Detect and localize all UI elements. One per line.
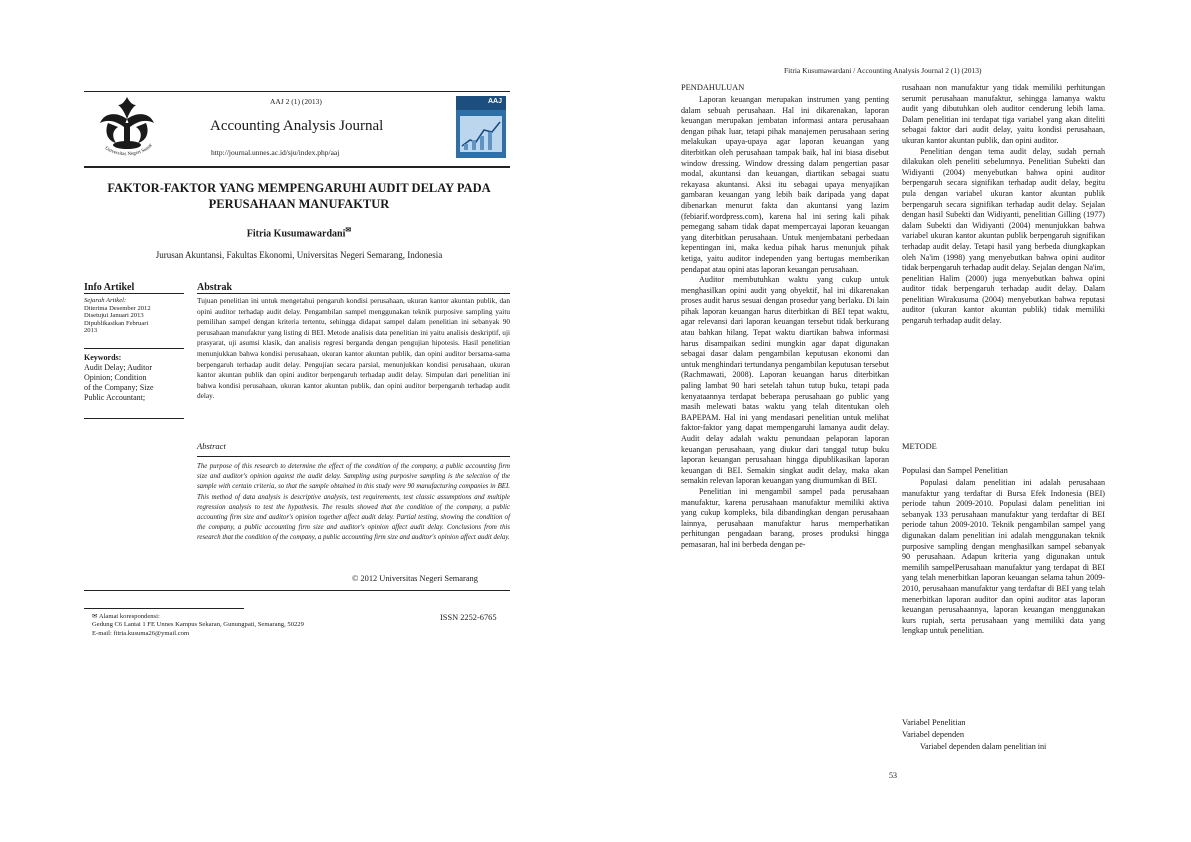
copyright: © 2012 Universitas Negeri Semarang [352,574,478,583]
left-page [0,0,595,842]
article-title [70,180,528,212]
paragraph: Penelitian dengan tema audit delay, sudah pernah dilakukan oleh peneliti sebelumnya. Penelitian Subekti dan Widiyanti (2004) menyebutkan bahwa opini auditor berpengaruh secara signifikan terhadap audit delay, begitu pula dengan variabel ukuran kantor akuntan publik berpengaruh secara signifikan terhadap audit delay. Sejalan dengan hasil Subekti dan Widiyanti, penelitian Gilling (1977) dalam Subekti dan Widiyanti (2004) menunjukkan bahwa variabel ukuran kantor akuntan publik berpengaruh signifikan terhadap audit delay. Tetapi hasil yang berbeda diungkapkan oleh Na'im (1998) yang menyebutkan bahwa opini auditor tidak berpengaruh terhadap audit delay. Sejalan dengan Na'im, penelitian Halim (2000) juga menyebutkan bahwa opini auditor tidak berpengaruh terhadap audit delay. Dalam penelitian Wirakusuma (2004) menyebutkan bahwa reputasi auditor (ukuran kantor akuntan publik) tidak memiliki pengaruh terhadap audit delay. [902,146,1105,326]
header-bottom-rule [84,166,510,168]
keyword-line: Opinion; Condition [84,373,147,382]
abstract-heading: Abstract [197,441,226,451]
abstrak-text: Tujuan penelitian ini untuk mengetahui pengaruh kondisi perusahaan, ukuran kantor akuntan publik, dan opini auditor terhadap audit delay. Pengambilan sampel menggunakan teknik purposive sampling yaitu pemilihan sampel dengan kriteria tertentu, sehingga didapat sampel dalam penelitian ini sebanyak 90 perusahaan manufaktur yang listing di BEI. Metode analisis data penelitian ini yaitu analisis deskriptif, uji prasyarat, uji asumsi klasik, dan analisis regresi berganda dengan pengujian hipotesis. Hasil penelitian menunjukkan bahwa kondisi perusahaan, ukuran kantor akuntan publik, dan opini auditor bersama-sama berpengaruh terhadap audit delay. Pengujian secara parsial, menunjukkan kondisi perusahaan, ukuran kantor akuntan publik dan opini auditor berpengaruh terhadap audit delay. Simpulan dari penelitian ini bahwa kondisi perusahaan, ukuran kantor akuntan publik, dan opini auditor berpengaruh terhadap audit delay. [197,296,510,401]
keyword-line: Public Accountant; [84,393,146,402]
journal-issue: AAJ 2 (1) (2013) [270,97,322,106]
abstract-bottom-rule [84,590,510,591]
university-logo [94,93,160,161]
issn: ISSN 2252-6765 [440,613,497,622]
info-bottom-rule [84,418,184,419]
paragraph: Auditor membutuhkan waktu yang cukup untuk menghasilkan opini audit yang obyektif, hal ini dikarenakan proses audit harus sesuai dengan prosedur yang berlaku. Di lain pihak laporan keuangan harus diterbitkan di BEI tepat waktu, agar relevansi dari laporan keuangan tersebut tidak berkurang atau bahkan hilang. Tepat waktu diartikan bahwa informasi harus disampaikan sedini mungkin agar dapat digunakan sebagai dasar dalam pengambilan keputusan ekonomi dan untuk menghindari tertundanya pengambilan keputusan tersebut (Rachmawati, 2008). Laporan keuangan harus diterbitkan paling lambat 90 hari setelah tahun tutup buku, tetapi pada kenyataannya terdapat beberapa perusahaan go public yang masih melewati batas waktu yang telah ditentukan oleh BAPEPAM. Hal ini yang mendasari penelitian untuk melihat faktor-faktor yang dapat mempengaruhi lamanya audit delay. Audit delay adalah waktu penundaan pelaporan laporan keuangan perusahaan, yang diukur dari tanggal tutup buku laporan keuangan perusahaan hingga dipublikasikan laporan keuangan di BEI. Semakin singkat audit delay, maka akan semakin relevan laporan keuangan yang diumumkan di BEI. [681,275,889,486]
journal-cover-image [456,96,506,158]
info-heading: Info Artikel [84,282,135,293]
author-affiliation: Jurusan Akuntansi, Fakultas Ekonomi, Universitas Negeri Semarang, Indonesia [155,250,443,260]
dependen-text [902,742,1105,753]
envelope-icon: ✉ [92,613,99,620]
paragraph: Variabel dependen dalam penelitian ini [920,742,1047,751]
dependen-heading: Variabel dependen [902,730,965,739]
title-line-2: PERUSAHAAN MANUFAKTUR [208,197,390,211]
keyword-line: of the Company; Size [84,383,154,392]
pendahuluan-heading: PENDAHULUAN [681,83,745,92]
journal-title: Accounting Analysis Journal [210,118,384,134]
cover-chart-icon [460,116,502,152]
paragraph: Populasi dalam penelitian ini adalah perusahaan manufaktur yang terdaftar di Bursa Efek Indonesia (BEI) periode tahun 2009-2010. Populasi dalam penelitian ini sebanyak 133 perusahaan manufaktur yang terdaftar di BEI periode tahun 2009-2010. Teknik pengambilan sampel yang digunakan dalam penelitian ini adalah menggunakan teknik purposive sampling dengan menghasilkan sampel sebanyak 90 perusahaan. Adapun kriteria yang digunakan untuk memilih sampelPerusahaan manufaktur yang terdapat di BEI yang telah menerbitkan laporan keuangan selama tahun 2009-2010, perusahaan manufaktur yang terdaftar di BEI yang telah menerbitkan laporan auditor dan opini auditor atas laporan keuangan perusahaannya, laporan keuangan menggunakan kurs rupiah, serta perusahaan yang memiliki data yang lengkap untuk penelitian. [902,478,1105,636]
abstract-text: The purpose of this research to determine the effect of the condition of the company, a public accounting firm size and auditor's opinion against the audit delay. Sampling using purposive sampling is the selection of the sample with certain criteria, so that the sample obtained in this study were 90 manufacturing companies in BEI. This method of data analysis is descriptive analysis, test requirements, test classic assumptions and multiple regression analysis to test the hypothesis. The results showed that the condition of the company, a public accounting firm size and auditor's opinion together affect audit delay. Partial testing, showing the condition of the company, a public accounting firm size and auditor's opinion affect audit delay. Conclusions from this research that the condition of the company, a public accounting firm size and auditor's opinion affect audit delay. [197,463,510,542]
keywords-label: Keywords: [84,353,122,362]
footnote-rule [84,608,244,609]
right-page [596,0,1191,842]
received-date: Diterima Desember 2012 [84,304,151,312]
published-year: 2013 [84,327,98,335]
keyword-line: Audit Delay; Auditor [84,363,152,372]
envelope-icon: ✉ [345,226,352,234]
paragraph: rusahaan non manufaktur yang tidak memiliki perhitungan serumit perusahaan manufaktur, sehingga lamanya waktu audit yang dibutuhkan oleh auditor cenderung lebih lama. Dalam penelitian ini terdapat tiga variabel yang akan diteliti sebagai faktor dari audit delay, yaitu kondisi perusahaan, ukuran kantor akuntan publik, dan opini auditor. [902,83,1105,145]
variabel-heading: Variabel Penelitian [902,718,966,727]
page-number: 53 [889,771,897,780]
paragraph: Laporan keuangan merupakan instrumen yang penting dalam sebuah perusahaan. Hal ini dikarenakan, laporan keuangan merupakan jembatan informasi antara perusahaan dengan pihak luar, tetapi pihak manajemen perusahaan sering melakukan upaya-upaya agar laporan keuangan yang diterbitkan oleh perusahaan tampak baik, hal ini biasa disebut window dressing. Window dressing dalam pengertian pasar modal, akuntansi dan keuangan, diartikan sebagai suatu rekayasa akuntansi. Aksi itu sebagai upaya menyajikan gambaran keuangan yang lebih baik daripada yang dapat dibenarkan menurut fakta dan akuntansi yang lazim (febiarif.wordpress.com), karena hal ini sering kali pihak pemegang saham tidak dapat mempercayai laporan keuangan yang diterbitkan perusahaan. Untuk menjembatani perbedaan kepentingan ini, maka kedua pihak harus menunjuk pihak ketiga, yaitu auditor independen yang bertugas memberikan pendapat atau opini atas laporan keuangan perusahaan. [681,95,889,274]
published-date: Dipublikasikan Februari [84,319,149,327]
cover-label: AAJ [487,98,502,105]
corr-address: Gedung C6 Lantai 1 FE Unnes Kampus Sekaran, Gunungpati, Semarang, 50229 [92,621,304,629]
accepted-date: Disetujui Januari 2013 [84,312,144,320]
intro-column-1 [681,95,889,551]
abstrak-heading: Abstrak [197,282,233,293]
populasi-heading: Populasi dan Sampel Penelitian [902,466,1008,475]
abstrak-rule [197,293,510,294]
paragraph: Penelitian ini mengambil sampel pada perusahaan manufaktur, karena perusahaan manufaktur memiliki aktiva yang cukup kompleks, bila dibandingkan dengan perusahaan lainnya, perusahaan manufaktur harus memperhatikan perhitungan pengadaan barang, proses produksi hingga pemasaran, hal ini berbeda dengan pe- [681,486,889,549]
corr-label: Alamat korespondensi: [98,613,160,620]
intro-column-2 [902,83,1105,327]
correspondence [92,613,392,638]
metode-heading: METODE [902,442,937,451]
header-top-rule [84,91,510,92]
history-label: Sejarah Artikel: [84,297,127,304]
corr-email[interactable]: E-mail: fitria.kusuma26@ymail.com [92,629,190,637]
keywords-rule [84,348,184,349]
abstract-rule [197,456,510,457]
info-rule [84,293,184,294]
title-line-1: FAKTOR-FAKTOR YANG MEMPENGARUHI AUDIT DELAY PADA [107,181,491,195]
keywords-block [84,353,184,403]
article-author [70,226,528,239]
author-name: Fitria Kusumawardani [246,228,346,240]
populasi-text [902,478,1105,637]
running-head: Fitria Kusumawardani / Accounting Analysis Journal 2 (1) (2013) [784,66,982,75]
journal-url[interactable]: http://journal.unnes.ac.id/sju/index.php/aaj [211,148,340,157]
article-history [84,297,184,335]
svg-text:Universitas Negeri Semarang: Universitas Negeri Semar [103,143,154,158]
